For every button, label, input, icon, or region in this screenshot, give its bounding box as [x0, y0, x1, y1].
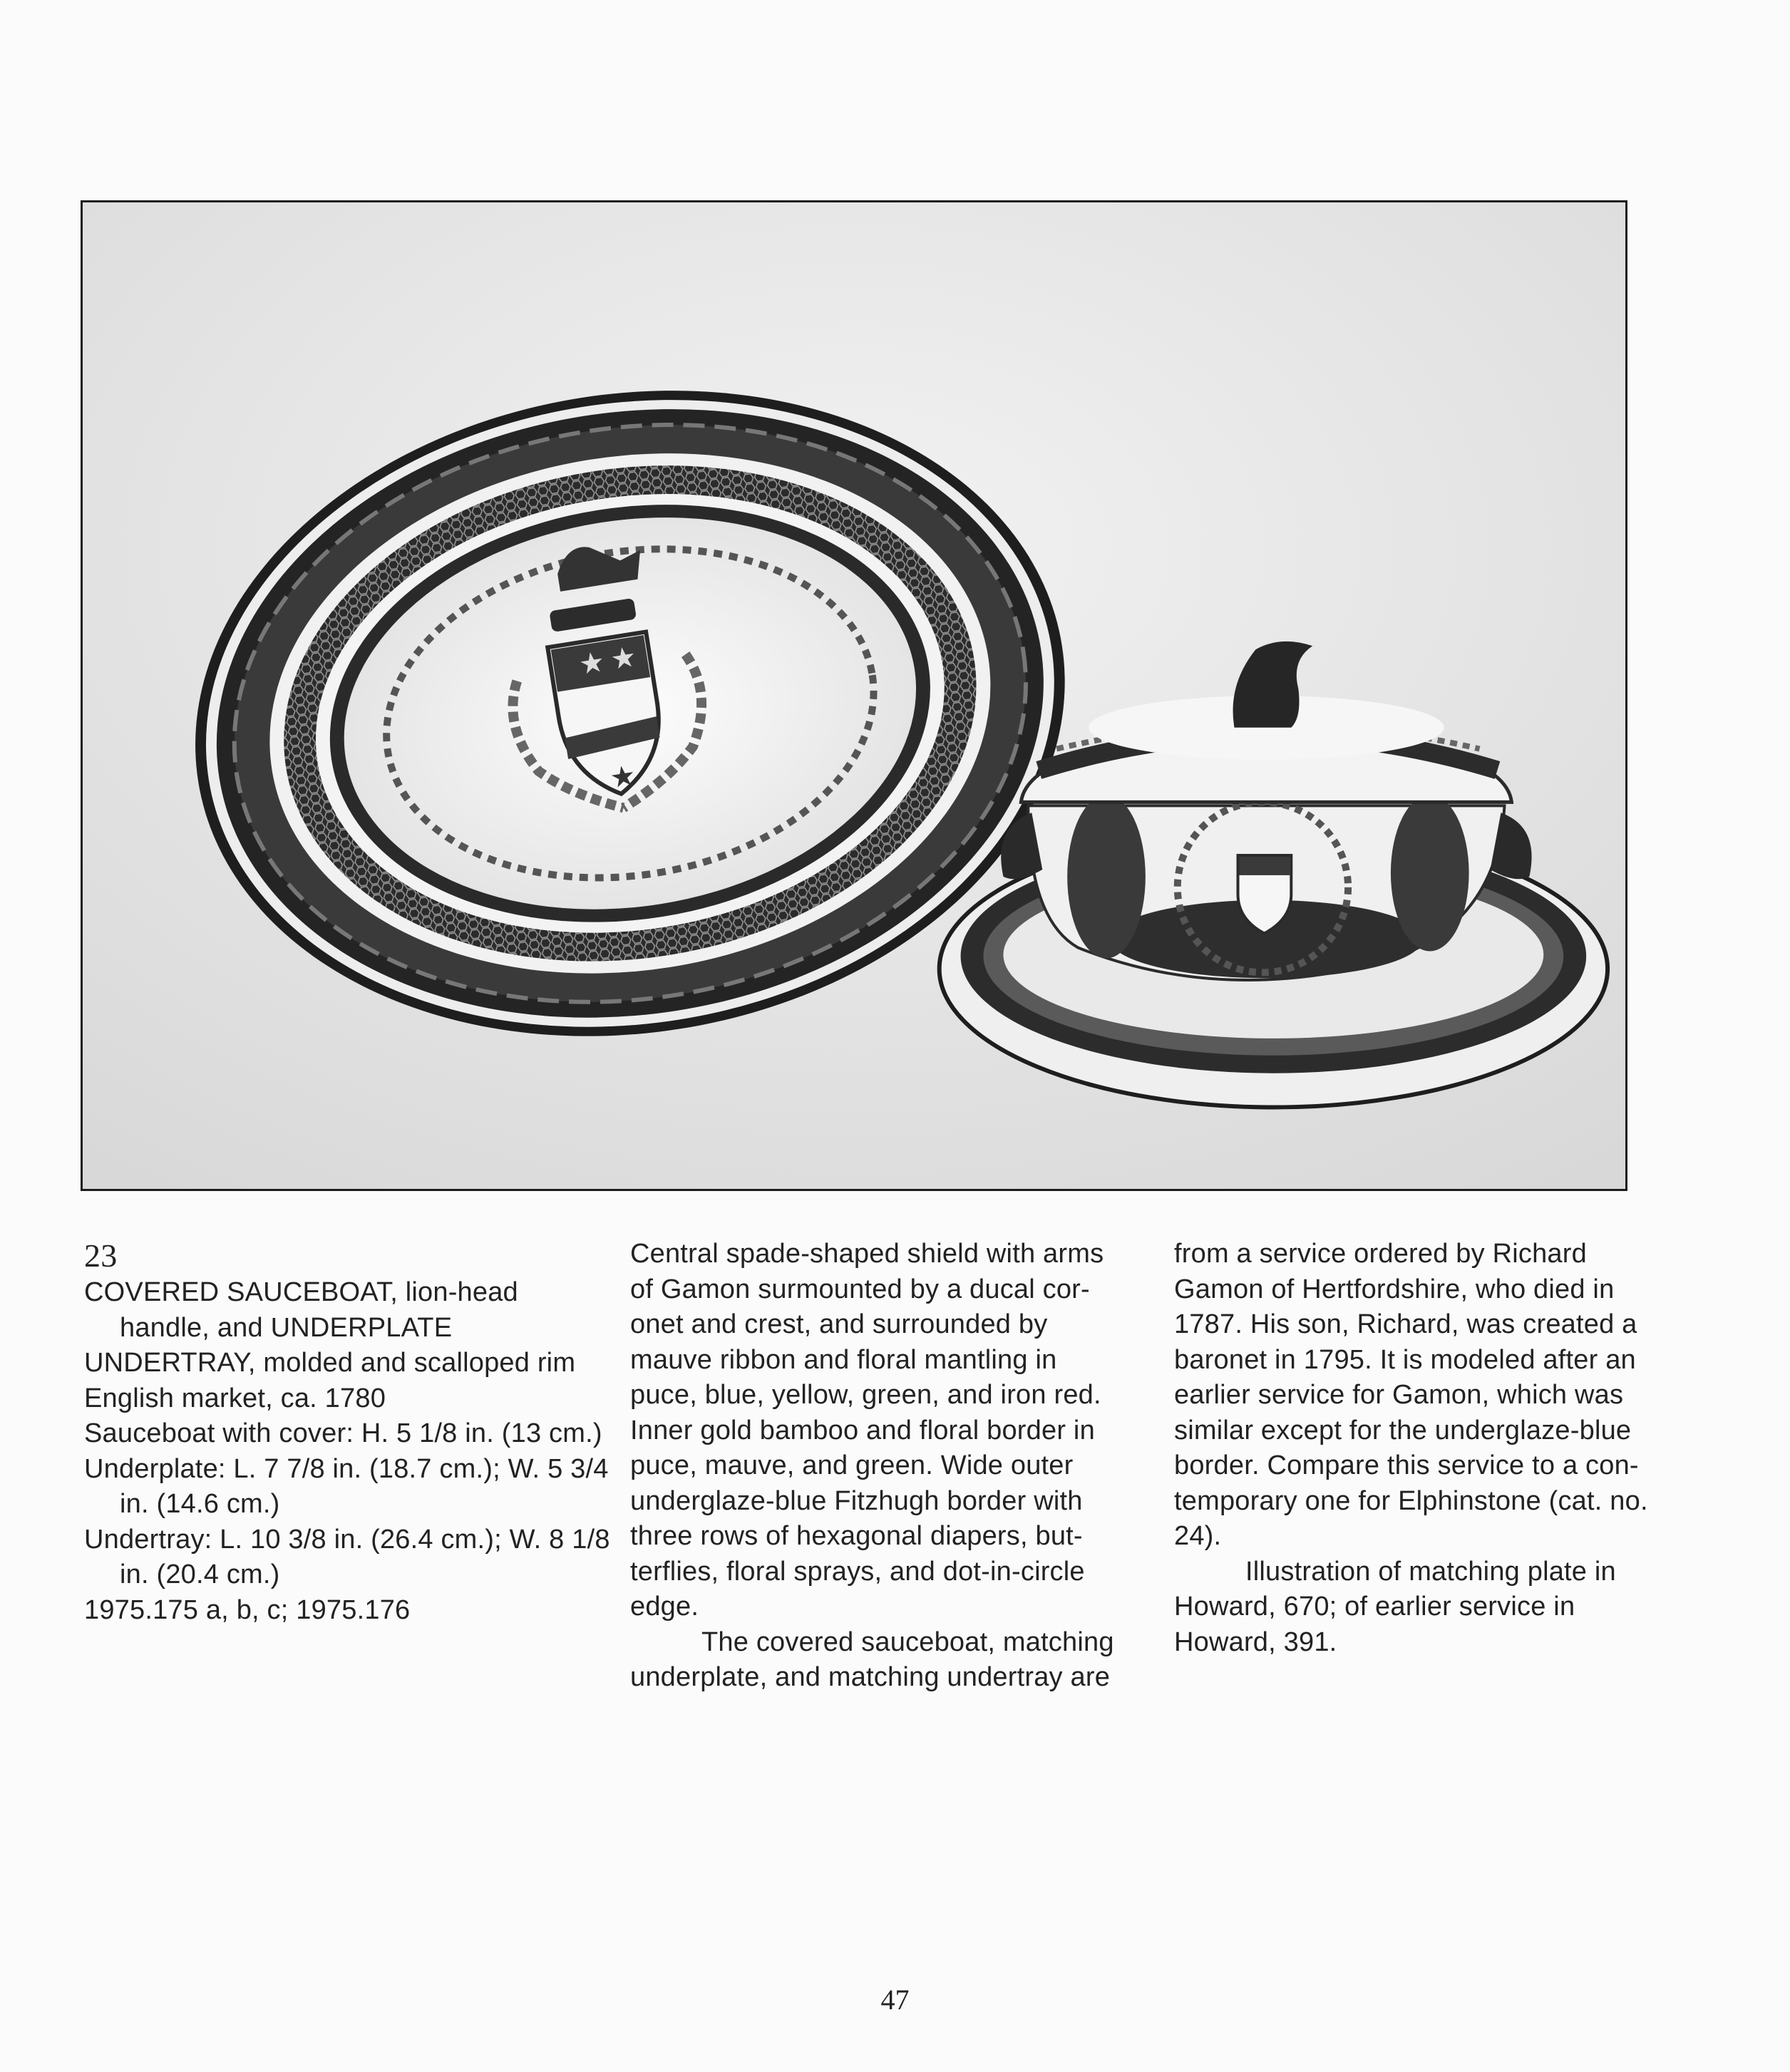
entry-line: Undertray: L. 10 3/8 in. (26.4 cm.); W. 8 1/8: [84, 1524, 610, 1555]
entry-line: English market, ca. 1780: [84, 1383, 386, 1413]
text-line: baronet in 1795. It is modeled after an: [1174, 1344, 1636, 1375]
svg-text:★: ★: [607, 758, 638, 795]
svg-text:★: ★: [576, 645, 607, 682]
text-line: puce, mauve, and green. Wide outer: [630, 1450, 1074, 1480]
text-line: underplate, and matching undertray are: [630, 1662, 1111, 1692]
entry-line: in. (20.4 cm.): [120, 1560, 280, 1589]
text-line: similar except for the underglaze-blue: [1174, 1415, 1632, 1445]
text-line: edge.: [630, 1592, 699, 1622]
history-column: [1174, 1237, 1648, 1660]
entry-line: Sauceboat with cover: H. 5 1/8 in. (13 cm.): [84, 1418, 602, 1448]
text-line: three rows of hexagonal diapers, but-: [630, 1521, 1083, 1551]
text-line: temporary one for Elphinstone (cat. no.: [1174, 1485, 1648, 1516]
text-line: The covered sauceboat, matching: [701, 1627, 1114, 1657]
entry-line: UNDERTRAY, molded and scalloped rim: [84, 1348, 576, 1378]
entry-line: handle, and UNDERPLATE: [120, 1312, 453, 1343]
text-line: terflies, floral sprays, and dot-in-circle: [630, 1556, 1085, 1587]
text-line: mauve ribbon and floral mantling in: [630, 1344, 1057, 1375]
text-line: 1787. His son, Richard, was created a: [1174, 1309, 1637, 1339]
catalog-number: 23: [84, 1237, 118, 1274]
text-line: puce, blue, yellow, green, and iron red.: [630, 1380, 1101, 1410]
text-line: Gamon of Hertfordshire, who died in: [1174, 1274, 1615, 1304]
text-line: border. Compare this service to a con-: [1174, 1450, 1639, 1480]
text-line: Inner gold bamboo and floral border in: [630, 1415, 1095, 1445]
text-line: underglaze-blue Fitzhugh border with: [630, 1485, 1083, 1516]
page-number: 47: [880, 1984, 910, 2016]
text-line: Illustration of matching plate in: [1245, 1556, 1616, 1587]
text-line: from a service ordered by Richard: [1174, 1239, 1587, 1269]
text-line: Howard, 391.: [1174, 1627, 1337, 1657]
text-line: 24).: [1174, 1521, 1222, 1551]
text-line: of Gamon surmounted by a ducal cor-: [630, 1274, 1090, 1304]
entry-line: 1975.175 a, b, c; 1975.176: [84, 1594, 411, 1625]
entry-line: in. (14.6 cm.): [120, 1489, 280, 1519]
text-line: earlier service for Gamon, which was: [1174, 1380, 1624, 1410]
text-line: onet and crest, and surrounded by: [630, 1309, 1048, 1339]
entry-line: COVERED SAUCEBOAT, lion-head: [84, 1277, 518, 1307]
porcelain-photo-illustration: [83, 202, 1625, 1189]
text-line: Central spade-shaped shield with arms: [630, 1239, 1104, 1269]
text-line: Howard, 670; of earlier service in: [1174, 1592, 1575, 1622]
description-column: [630, 1237, 1114, 1696]
catalog-photo: [81, 200, 1627, 1191]
entry-line: Underplate: L. 7 7/8 in. (18.7 cm.); W. 5 3/4: [84, 1453, 609, 1484]
svg-text:★: ★: [608, 640, 639, 677]
catalog-entry: [84, 1237, 610, 1628]
